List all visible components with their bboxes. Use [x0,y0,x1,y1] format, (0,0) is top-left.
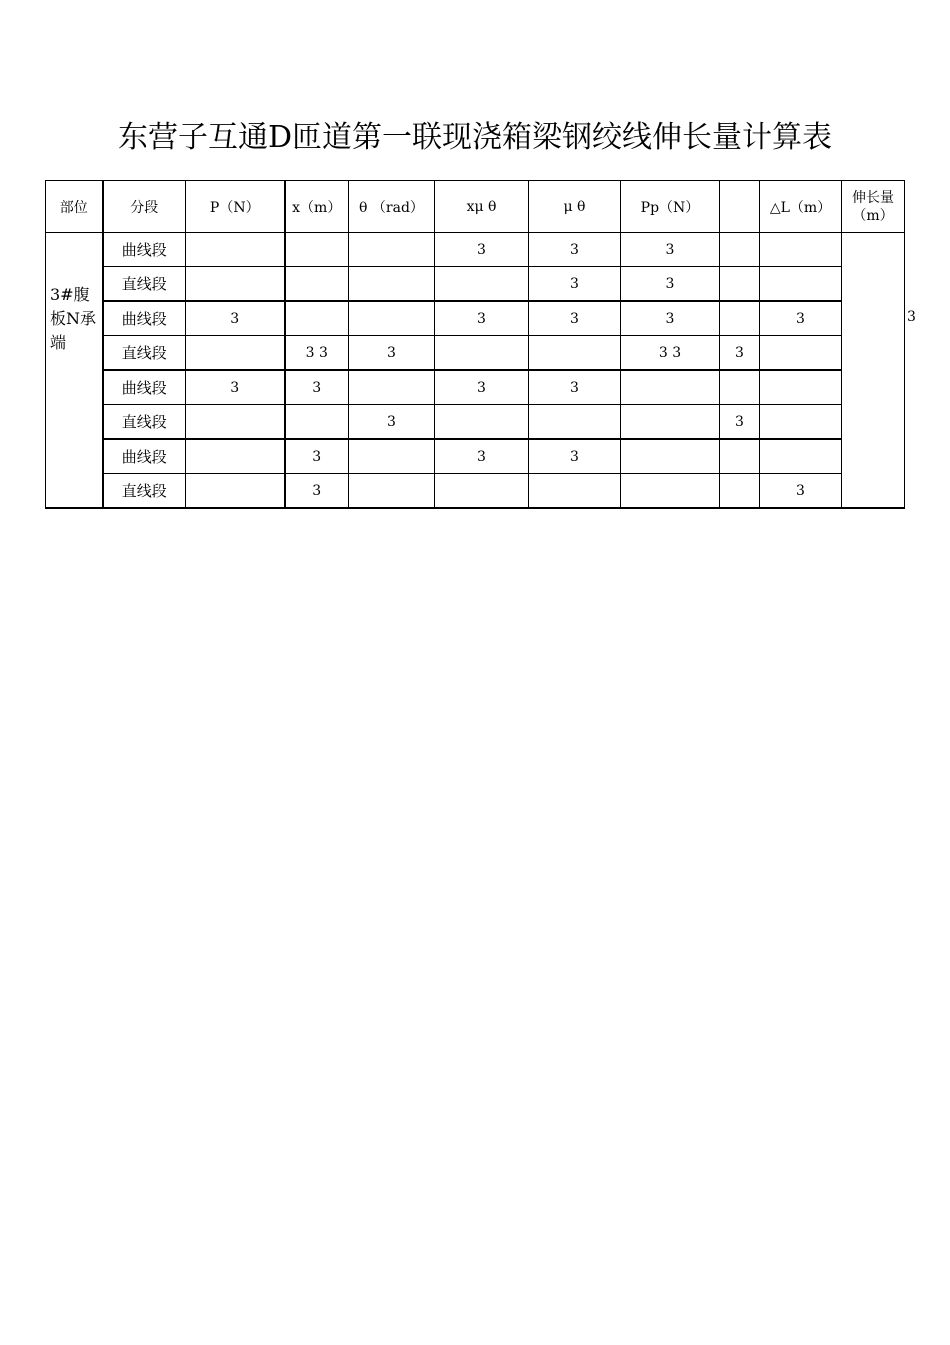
cell-blank [720,474,760,509]
cell-p [186,233,285,267]
table-row [46,233,905,267]
header-mu-theta: μ θ [529,181,621,233]
cell-blank [720,370,760,405]
header-segment: 分段 [103,181,186,233]
table-row [46,301,905,336]
header-elongation-line2: （m） [852,207,894,224]
table-row [46,439,905,474]
cell-dl: 3 [760,301,842,336]
cell-theta [349,233,435,267]
cell-x: 3 3 [285,336,349,371]
cell-mt: 3 [529,267,621,302]
cell-pp: 3 [621,267,720,302]
cell-blank: 3 [720,336,760,371]
elongation-total-value: 3 [907,309,916,325]
header-elongation [842,181,905,233]
elongation-cell [842,233,905,509]
cell-blank [720,233,760,267]
cell-dl [760,233,842,267]
cell-p [186,267,285,302]
cell-dl [760,267,842,302]
cell-mt [529,474,621,509]
cell-theta [349,267,435,302]
header-elongation-line1: 伸长量 [852,189,894,206]
cell-xmt [435,474,529,509]
cell-pp [621,439,720,474]
table-row [46,267,905,302]
cell-p: 3 [186,370,285,405]
cell-blank [720,301,760,336]
segment-cell: 直线段 [103,474,186,509]
cell-theta [349,439,435,474]
table-body [46,233,905,509]
header-x: x（m） [285,181,349,233]
cell-pp [621,474,720,509]
cell-pp: 3 [621,233,720,267]
cell-x: 3 [285,474,349,509]
cell-theta [349,474,435,509]
cell-pp: 3 [621,301,720,336]
cell-x [285,267,349,302]
page-title: 东营子互通D匝道第一联现浇箱梁钢绞线伸长量计算表 [117,120,833,155]
cell-x [285,301,349,336]
cell-p [186,336,285,371]
table-row [46,405,905,440]
table-row [46,370,905,405]
segment-cell: 曲线段 [103,439,186,474]
table-row [46,336,905,371]
cell-xmt [435,336,529,371]
cell-blank [720,267,760,302]
cell-theta: 3 [349,336,435,371]
segment-cell: 直线段 [103,405,186,440]
cell-pp [621,370,720,405]
header-theta: θ （rad） [349,181,435,233]
header-row [46,181,905,233]
cell-dl [760,370,842,405]
cell-dl [760,336,842,371]
cell-p [186,439,285,474]
cell-x: 3 [285,370,349,405]
cell-dl: 3 [760,474,842,509]
cell-blank: 3 [720,405,760,440]
cell-mt [529,405,621,440]
cell-dl [760,405,842,440]
header-delta-l: △L（m） [760,181,842,233]
cell-x [285,233,349,267]
cell-pp: 3 3 [621,336,720,371]
cell-theta [349,301,435,336]
cell-xmt: 3 [435,439,529,474]
cell-x: 3 [285,439,349,474]
cell-p [186,405,285,440]
segment-cell: 曲线段 [103,370,186,405]
cell-x [285,405,349,440]
cell-mt [529,336,621,371]
cell-dl [760,439,842,474]
header-part: 部位 [46,181,103,233]
header-p: P（N） [186,181,285,233]
cell-xmt [435,267,529,302]
cell-pp [621,405,720,440]
table-row [46,474,905,509]
header-blank [720,181,760,233]
cell-xmt: 3 [435,301,529,336]
header-x-mu-theta: xμ θ [435,181,529,233]
cell-mt: 3 [529,301,621,336]
segment-cell: 曲线段 [103,233,186,267]
header-pp: Pp（N） [621,181,720,233]
cell-p: 3 [186,301,285,336]
cell-p [186,474,285,509]
cell-theta: 3 [349,405,435,440]
elongation-table [45,180,905,509]
cell-blank [720,439,760,474]
cell-mt: 3 [529,370,621,405]
cell-theta [349,370,435,405]
cell-xmt: 3 [435,370,529,405]
part-label: 3#腹板N承端 [46,233,103,509]
segment-cell: 曲线段 [103,301,186,336]
segment-cell: 直线段 [103,267,186,302]
cell-mt: 3 [529,439,621,474]
cell-xmt: 3 [435,233,529,267]
cell-xmt [435,405,529,440]
cell-mt: 3 [529,233,621,267]
segment-cell: 直线段 [103,336,186,371]
